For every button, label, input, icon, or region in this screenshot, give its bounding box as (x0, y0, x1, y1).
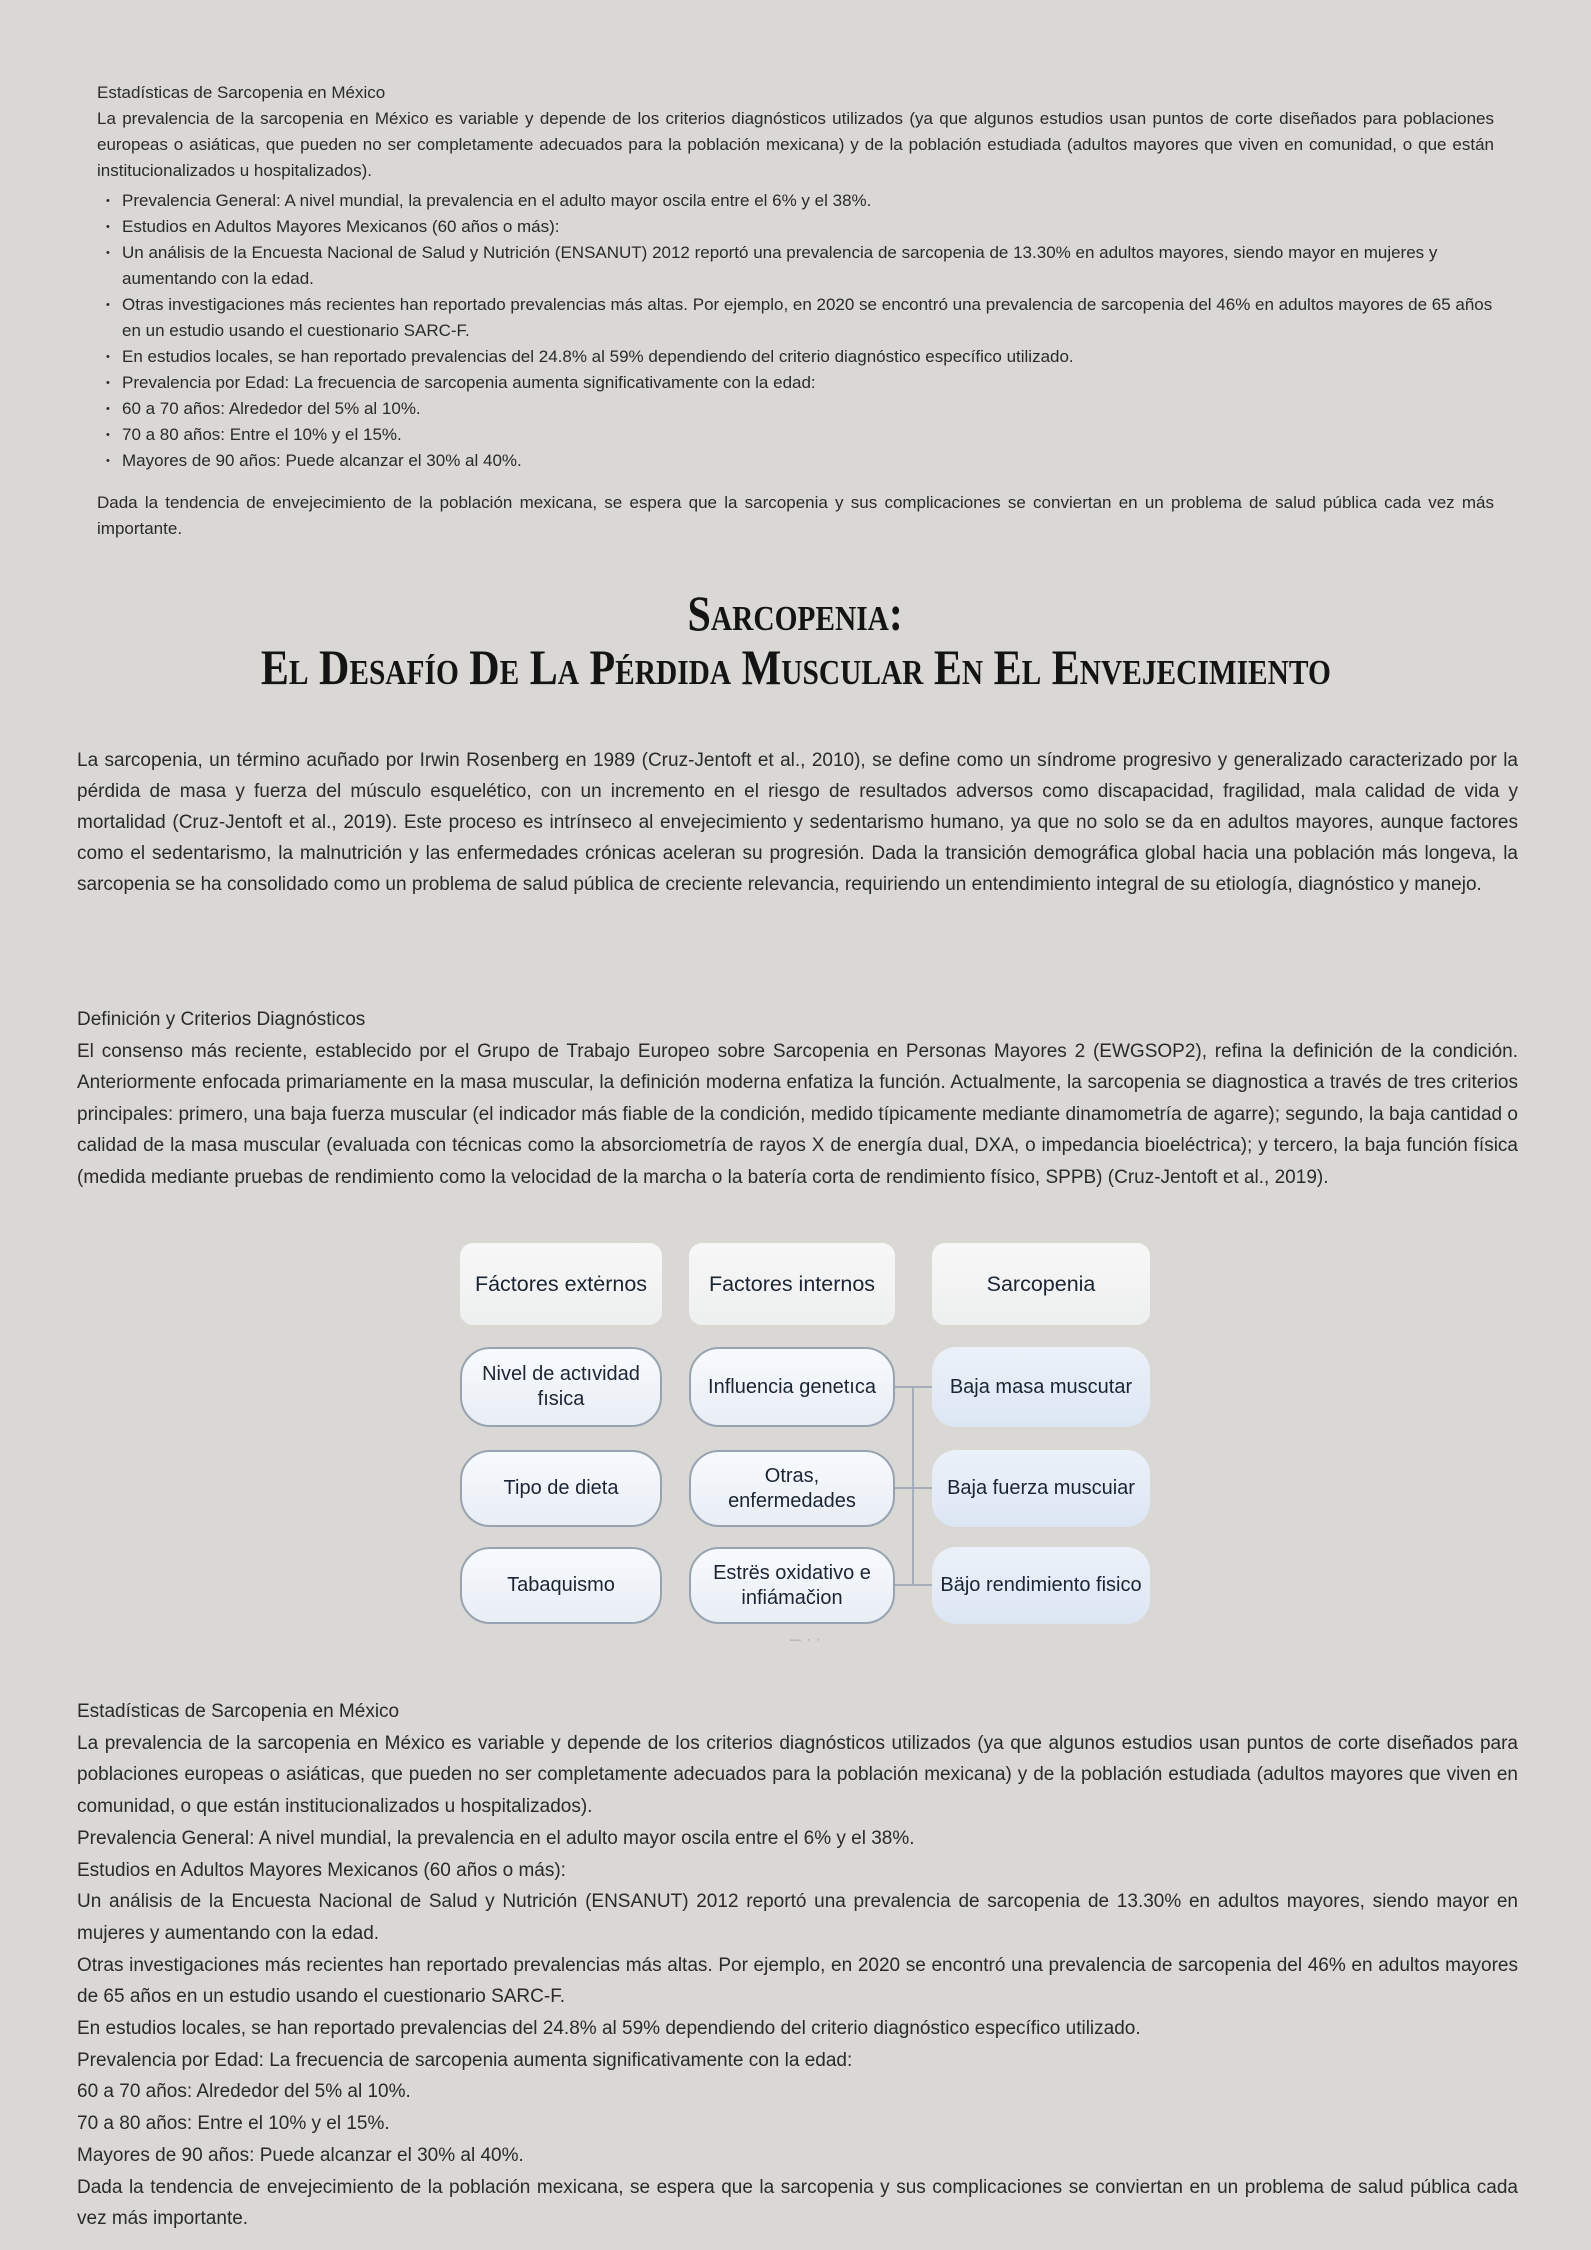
connector-vertical-line (912, 1386, 914, 1586)
diagram-box-smoking: Tabaquismo (460, 1547, 662, 1624)
bottom-paragraph: Prevalencia General: A nivel mundial, la prevalencia en el adulto mayor oscila entre el 6% y el 38%. (77, 1827, 915, 1849)
connector-row2-horizontal (893, 1487, 932, 1489)
top-bullet-list (97, 188, 1494, 474)
bottom-section-heading: Estadísticas de Sarcopenia en México (77, 1701, 400, 1722)
bullet-item: • 60 a 70 años: Alrededor del 5% al 10%. (97, 396, 1494, 422)
bullet-item: • Estudios en Adultos Mayores Mexicanos (60 años o más): (97, 214, 1494, 240)
top-section-closing: Dada la tendencia de envejecimiento de la población mexicana, se espera que la sarcopenia y sus complicaciones se conviertan en un problema de salud pública cada vez más importante. (97, 493, 1494, 538)
bullet-item: • En estudios locales, se han reportado prevalencias del 24.8% al 59% dependiendo del criterio diagnóstico específico utilizado. (97, 344, 1494, 370)
diagram-box-genetic-influence: Influencia genetıca (689, 1347, 895, 1427)
document-title (0, 586, 1591, 694)
bottom-paragraph: Mayores de 90 años: Puede alcanzar el 30% al 40%. (77, 2144, 524, 2166)
bottom-paragraph: 60 a 70 años: Alrededor del 5% al 10%. (77, 2081, 411, 2103)
title-line-1: Sarcopenia: (687, 585, 904, 641)
top-section-paragraph: La prevalencia de la sarcopenia en México es variable y depende de los criterios diagnósticos utilizados (ya que algunos estudios usan puntos de corte diseñados para poblaciones europeas o asiáticas, que pueden no ser completamente adecuados para la población mexicana) y de la población estudiada (adultos mayores que viven en comunidad, o que están institucionalizados u hospitalizados). (97, 109, 1494, 180)
connector-row3-horizontal (893, 1584, 932, 1586)
bullet-item: • Prevalencia General: A nivel mundial, la prevalencia en el adulto mayor oscila entre el 6% y el 38%. (97, 188, 1494, 214)
diagram-box-diet-type: Tipo de dieta (460, 1450, 662, 1527)
diagram-box-other-diseases: Otras, enfermedades (689, 1450, 895, 1527)
connector-row1-horizontal (893, 1386, 932, 1388)
diagram-box-low-muscle-mass: Baja masa muscutar (932, 1347, 1150, 1427)
diagram-box-low-physical-performance: Bäjo rendimiento fisico (932, 1547, 1150, 1624)
diagram-box-low-muscle-strength: Baja fuerza muscuiar (932, 1450, 1150, 1527)
bullet-item: • Un análisis de la Encuesta Nacional de Salud y Nutrición (ENSANUT) 2012 reportó una prevalencia de sarcopenia de 13.30% en adultos mayores, siendo mayor en mujeres y aumentando con la edad. (97, 240, 1494, 292)
intro-paragraph: La sarcopenia, un término acuñado por Irwin Rosenberg en 1989 (Cruz-Jentoft et al., 2010), se define como un síndrome progresivo y generalizado caracterizado por la pérdida de masa y fuerza del músculo esquelético, con un incremento en el riesgo de resultados adversos como discapacidad, fragilidad, mala calidad de vida y mortalidad (Cruz-Jentoft et al., 2019). Este proceso es intrínseco al envejecimiento y sedentarismo humano, ya que no solo se da en adultos mayores, aunque factores como el sedentarismo, la malnutrición y las enfermedades crónicas aceleran su progresión. Dada la transición demográfica global hacia una población más longeva, la sarcopenia se ha consolidado como un problema de salud pública de creciente relevancia, requiriendo un entendimiento integral de su etiología, diagnóstico y manejo. (77, 750, 1518, 895)
top-section-heading: Estadísticas de Sarcopenia en México (97, 83, 386, 102)
bottom-paragraph: La prevalencia de la sarcopenia en México es variable y depende de los criterios diagnósticos utilizados (ya que algunos estudios usan puntos de corte diseñados para poblaciones europeas o asiáticas, que pueden no ser completamente adecuados para la población mexicana) y de la población estudiada (adultos mayores que viven en comunidad, o que están institucionalizados u hospitalizados). (77, 1732, 1518, 1818)
diagram-box-physical-activity: Nivel de actıvidad fısica (460, 1347, 662, 1427)
bottom-paragraph: Prevalencia por Edad: La frecuencia de sarcopenia aumenta significativamente con la edad: (77, 2049, 853, 2071)
diagram-box-oxidative-stress: Estrës oxidativo e infiámačion (689, 1547, 895, 1624)
bullet-item: • 70 a 80 años: Entre el 10% y el 15%. (97, 422, 1494, 448)
bottom-paragraph: 70 a 80 años: Entre el 10% y el 15%. (77, 2113, 390, 2135)
diagram-caption-marks: —·· (789, 1634, 827, 1646)
bottom-paragraph: Un análisis de la Encuesta Nacional de Salud y Nutrición (ENSANUT) 2012 reportó una prevalencia de sarcopenia de 13.30% en adultos mayores, siendo mayor en mujeres y aumentando con la edad. (77, 1891, 1518, 1944)
definition-heading: Definición y Criterios Diagnósticos (77, 1009, 366, 1030)
diagram-header-internal-factors: Factores internos (689, 1243, 895, 1325)
bottom-paragraph: Estudios en Adultos Mayores Mexicanos (60 años o más): (77, 1859, 566, 1881)
title-line-2: El Desafío De La Pérdida Muscular En El Envejecimiento (260, 639, 1331, 695)
bottom-paragraph-list (77, 1728, 1518, 2235)
bullet-item: • Mayores de 90 años: Puede alcanzar el 30% al 40%. (97, 448, 1494, 474)
bottom-paragraph: Dada la tendencia de envejecimiento de la población mexicana, se espera que la sarcopenia y sus complicaciones se conviertan en un problema de salud pública cada vez más importante. (77, 2176, 1518, 2230)
top-statistics-section (97, 80, 1494, 542)
bullet-item: • Otras investigaciones más recientes han reportado prevalencias más altas. Por ejemplo, en 2020 se encontró una prevalencia de sarcopenia del 46% en adultos mayores de 65 años en un estudio usando el cuestionario SARC-F. (97, 292, 1494, 344)
bottom-paragraph: En estudios locales, se han reportado prevalencias del 24.8% al 59% dependiendo del criterio diagnóstico específico utilizado. (77, 2018, 1141, 2040)
bullet-item: • Prevalencia por Edad: La frecuencia de sarcopenia aumenta significativamente con la edad: (97, 370, 1494, 396)
diagram-header-external-factors: Fáctores extėrnos (460, 1243, 662, 1325)
bottom-statistics-section (77, 1696, 1518, 2235)
definition-body: El consenso más reciente, establecido por el Grupo de Trabajo Europeo sobre Sarcopenia en Personas Mayores 2 (EWGSOP2), refina la definición de la condición. Anteriormente enfocada primariamente en la masa muscular, la definición moderna enfatiza la función. Actualmente, la sarcopenia se diagnostica a través de tres criterios principales: primero, una baja fuerza muscular (el indicador más fiable de la condición, medido típicamente mediante dinamometría de agarre); segundo, la baja cantidad o calidad de la masa muscular (evaluada con técnicas como la absorciometría de rayos X de energía dual, DXA, o impedancia bioeléctrica); y tercero, la baja función física (medida mediante pruebas de rendimiento como la velocidad de la marcha o la batería corta de rendimiento físico, SPPB) (Cruz-Jentoft et al., 2019). (77, 1040, 1518, 1188)
definition-section (77, 1004, 1518, 1193)
bottom-paragraph: Otras investigaciones más recientes han reportado prevalencias más altas. Por ejemplo, en 2020 se encontró una prevalencia de sarcopenia del 46% en adultos mayores de 65 años en un estudio usando el cuestionario SARC-F. (77, 1954, 1518, 2008)
diagram-header-sarcopenia: Sarcopenia (932, 1243, 1150, 1325)
